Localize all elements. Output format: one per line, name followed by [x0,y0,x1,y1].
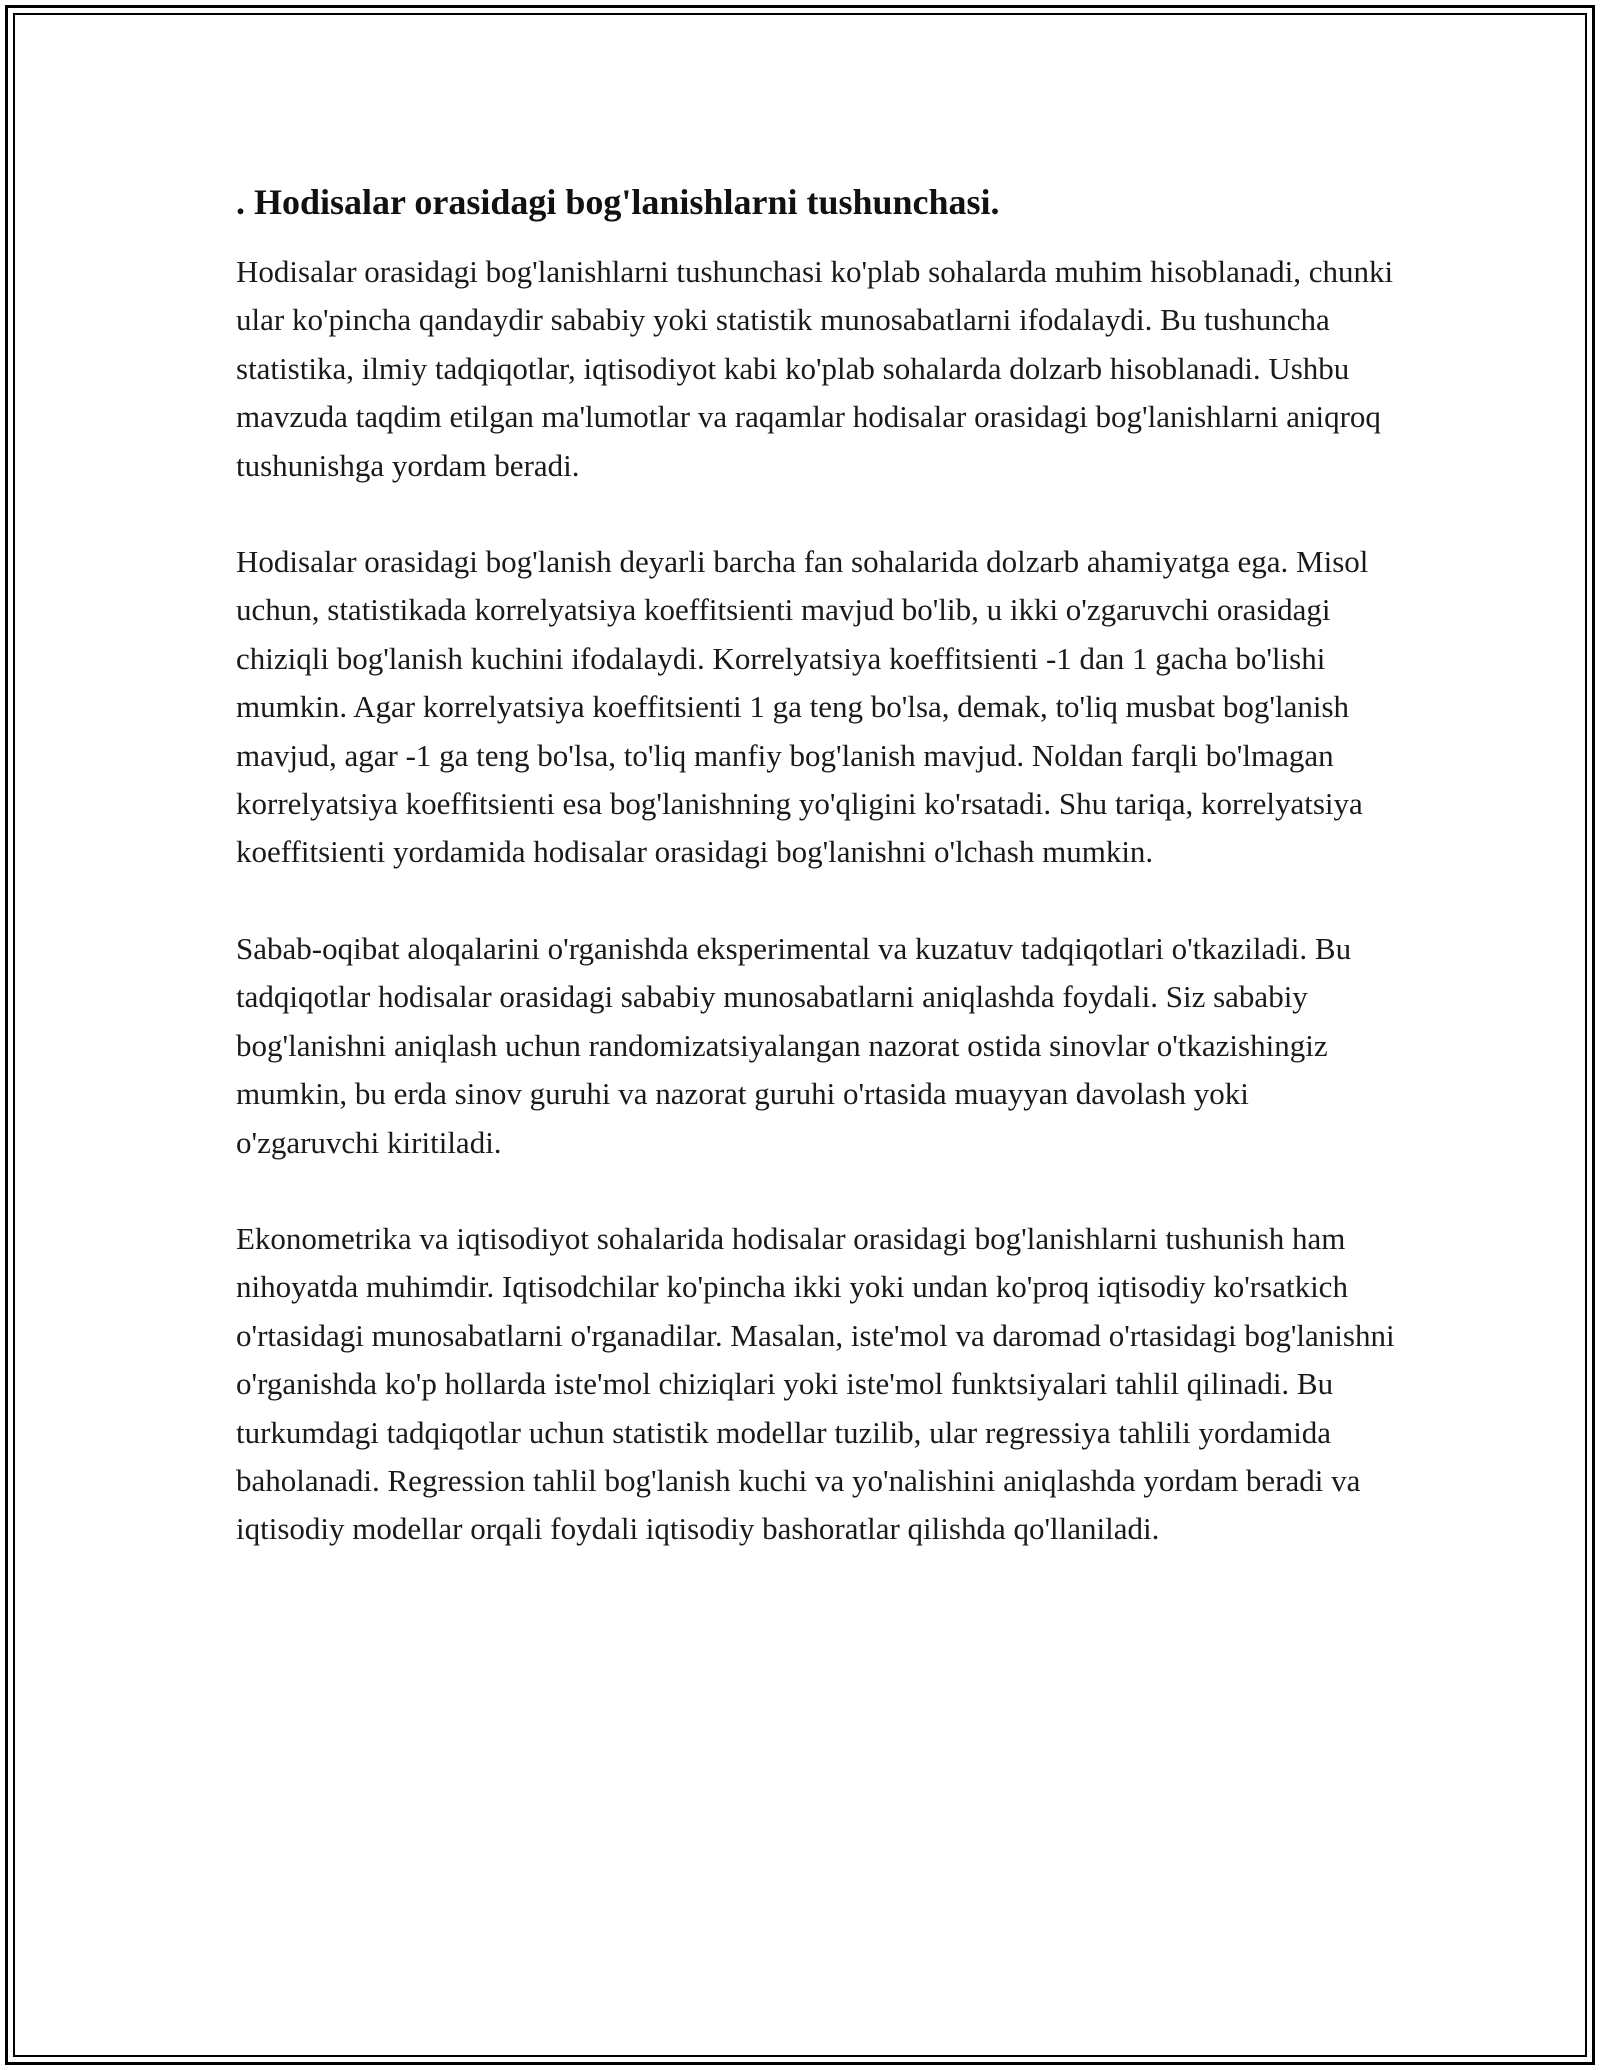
paragraph-3: Sabab-oqibat aloqalarini o'rganishda eksperimental va kuzatuv tadqiqotlari o'tkaziladi. Bu tadqiqotlar hodisalar orasidagi sababiy munosabatlarni aniqlashda foydali. Siz sababiy bog'lanishni aniqlash uchun randomizatsiyalangan nazorat ostida sinovlar o'tkazishingiz mumkin, bu erda sinov guruhi va nazorat guruhi o'rtasida muayyan davolash yoki o'zgaruvchi kiritiladi. [236,930,1352,1160]
paragraph-1: Hodisalar orasidagi bog'lanishlarni tushunchasi ko'plab sohalarda muhim hisoblanadi, chunki ular ko'pincha qandaydir sababiy yoki statistik munosabatlarni ifodalaydi. Bu tushuncha statistika, ilmiy tadqiqotlar, iqtisodiyot kabi ko'plab sohalarda dolzarb hisoblanadi. Ushbu mavzuda taqdim etilgan ma'lumotlar va raqamlar hodisalar orasidagi bog'lanishlarni aniqroq tushunishga yordam beradi. [236,254,1394,483]
paragraph-4: Ekonometrika va iqtisodiyot sohalarida hodisalar orasidagi bog'lanishlarni tushunish ham nihoyatda muhimdir. Iqtisodchilar ko'pincha ikki yoki undan ko'proq iqtisodiy ko'rsatkich o'rtasidagi munosabatlarni o'rganadilar. Masalan, iste'mol va daromad o'rtasidagi bog'lanishni o'rganishda ko'p hollarda iste'mol chiziqlari yoki iste'mol funktsiyalari tahlil qilinadi. Bu turkumdagi tadqiqotlar uchun statistik modellar tuzilib, ular regressiya tahlili yordamida baholanadi. Regression tahlil bog'lanish kuchi va yo'nalishini aniqlashda yordam beradi va iqtisodiy modellar orqali foydali iqtisodiy bashoratlar qilishda qo'llaniladi. [236,1220,1395,1547]
document-body [236,180,1396,1554]
paragraph-2: Hodisalar orasidagi bog'lanish deyarli barcha fan sohalarida dolzarb ahamiyatga ega. Misol uchun, statistikada korrelyatsiya koeffitsienti mavjud bo'lib, u ikki o'zgaruvchi orasidagi chiziqli bog'lanish kuchini ifodalaydi. Korrelyatsiya koeffitsienti -1 dan 1 gacha bo'lishi mumkin. Agar korrelyatsiya koeffitsienti 1 ga teng bo'lsa, demak, to'liq musbat bog'lanish mavjud, agar -1 ga teng bo'lsa, to'liq manfiy bog'lanish mavjud. Noldan farqli bo'lmagan korrelyatsiya koeffitsienti esa bog'lanishning yo'qligini ko'rsatadi. Shu tariqa, korrelyatsiya koeffitsienti yordamida hodisalar orasidagi bog'lanishni o'lchash mumkin. [236,544,1369,870]
document-heading: . Hodisalar orasidagi bog'lanishlarni tushunchasi. [236,182,1000,222]
